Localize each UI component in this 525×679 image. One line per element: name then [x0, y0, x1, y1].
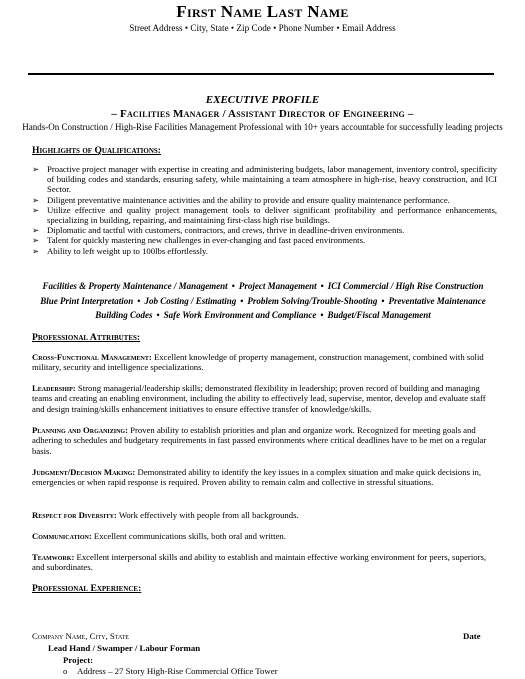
skill-item: Budget/Fiscal Management: [327, 310, 431, 320]
skills-line: [28, 294, 498, 309]
skill-item: Blue Print Interpretation: [40, 295, 134, 306]
list-item: ➢ Diplomatic and tactful with customers, contractors, and crews, thrive in deadline-driven environments.: [32, 225, 405, 236]
skills-line: [28, 308, 498, 323]
separator-dot: •: [320, 281, 324, 291]
arrow-bullet-icon: ➢: [32, 245, 40, 256]
executive-profile-heading: EXECUTIVE PROFILE: [205, 94, 320, 106]
skill-item: Project Management: [238, 281, 317, 291]
experience-heading: Professional Experience:: [32, 583, 142, 594]
attribute-judgment: Judgment/Decision Making: Demonstrated ability to identify the key issues in a complex situation and make quick decisions in, emergencies or when rapid response is required. Proven ability to remain calm and collective in stressful situations.: [32, 467, 482, 488]
skill-item: Job Costing / Estimating: [144, 295, 237, 306]
separator-dot: •: [231, 281, 235, 291]
skills-line: [28, 279, 498, 294]
qualifications-list: [32, 164, 497, 256]
company-line: Company Name, City, State: [32, 631, 129, 641]
project-address: o Address – 27 Story High-Rise Commercial Office Tower: [63, 666, 278, 676]
core-skills: [28, 279, 498, 323]
circle-bullet-icon: o: [63, 666, 68, 676]
attribute-cross-functional: Cross-Functional Management: Excellent knowledge of property management, construction management, combined with solid military, security and intelligence specializations.: [32, 352, 484, 373]
contact-line: Street Address • City, State • Zip Code • Phone Number • Email Address: [129, 23, 396, 33]
skill-item: Problem Solving/Trouble-Shooting: [247, 295, 378, 306]
arrow-bullet-icon: ➢: [32, 225, 40, 236]
project-label: Project:: [63, 655, 94, 665]
separator-dot: •: [320, 310, 324, 320]
skill-item: Building Codes: [95, 310, 153, 320]
skill-item: Facilities & Property Maintenance / Management: [42, 281, 228, 291]
attribute-leadership: Leadership: Strong managerial/leadership skills; demonstrated flexibility in leadership; proven record of building and managing teams and creating an enabling environment, including the ability to effectively lead, supervise, mentor, develop and evaluate staff and design training/skills enhancement initiatives to ensure effective transfer of knowledge/skills.: [32, 383, 486, 414]
list-item: ➢ Diligent preventative maintenance activities and the ability to provide and ensure quality maintenance performance.: [32, 194, 450, 205]
separator-dot: •: [381, 295, 385, 306]
separator-dot: •: [137, 295, 141, 306]
candidate-name: First Name Last Name: [176, 2, 349, 21]
header-divider: [28, 73, 494, 75]
employment-date: Date: [463, 631, 481, 641]
separator-dot: •: [240, 295, 244, 306]
attribute-communication: Communication: Excellent communications skills, both oral and written.: [32, 531, 286, 541]
profile-subtitle: – Facilities Manager / Assistant Director of Engineering –: [111, 108, 414, 120]
attribute-planning: Planning and Organizing: Proven ability to establish priorities and plan and organize work. Recognized for meeting goals and adhering to schedules and budgetary requirements in fast passed environments where critical deadlines have to be met on a regular basis.: [32, 425, 487, 456]
job-title: Lead Hand / Swamper / Labour Forman: [48, 643, 201, 653]
separator-dot: •: [156, 310, 160, 320]
arrow-bullet-icon: ➢: [32, 235, 40, 246]
skill-item: Safe Work Environment and Compliance: [163, 310, 317, 320]
skill-item: Preventative Maintenance: [388, 295, 486, 306]
attribute-diversity: Respect for Diversity: Work effectively with people from all backgrounds.: [32, 510, 299, 520]
arrow-bullet-icon: ➢: [32, 204, 40, 215]
list-item: ➢ Talent for quickly mastering new challenges in ever-changing and fast paced environments.: [32, 235, 366, 246]
attribute-teamwork: Teamwork: Excellent interpersonal skills and ability to establish and maintain effective working environment for peers, superiors, and subordinates.: [32, 552, 487, 573]
list-item: ➢ Proactive project manager with expertise in creating and administering budgets, labor management, inventory control, specificity of building codes and standards, ensuring safety, while maintaining a team atmosphere in high-rise, heavy construction, and ICI Sector.: [32, 164, 497, 195]
arrow-bullet-icon: ➢: [32, 194, 40, 205]
list-item: ➢ Utilize effective and quality project management tools to deliver significant profitability and performance enhancements, specializing in building, repairing, and maintaining first-class high rise buildings.: [32, 204, 497, 226]
list-item: ➢ Ability to left weight up to 100lbs effortlessly.: [32, 245, 208, 256]
qualifications-heading: Highlights of Qualifications:: [32, 145, 161, 156]
attributes-heading: Professional Attributes:: [32, 332, 141, 343]
skill-item: ICI Commercial / High Rise Construction: [327, 281, 484, 291]
arrow-bullet-icon: ➢: [32, 164, 40, 174]
profile-summary: Hands-On Construction / High-Rise Facilities Management Professional with 10+ years accountable for successfully leading projects: [22, 122, 503, 132]
